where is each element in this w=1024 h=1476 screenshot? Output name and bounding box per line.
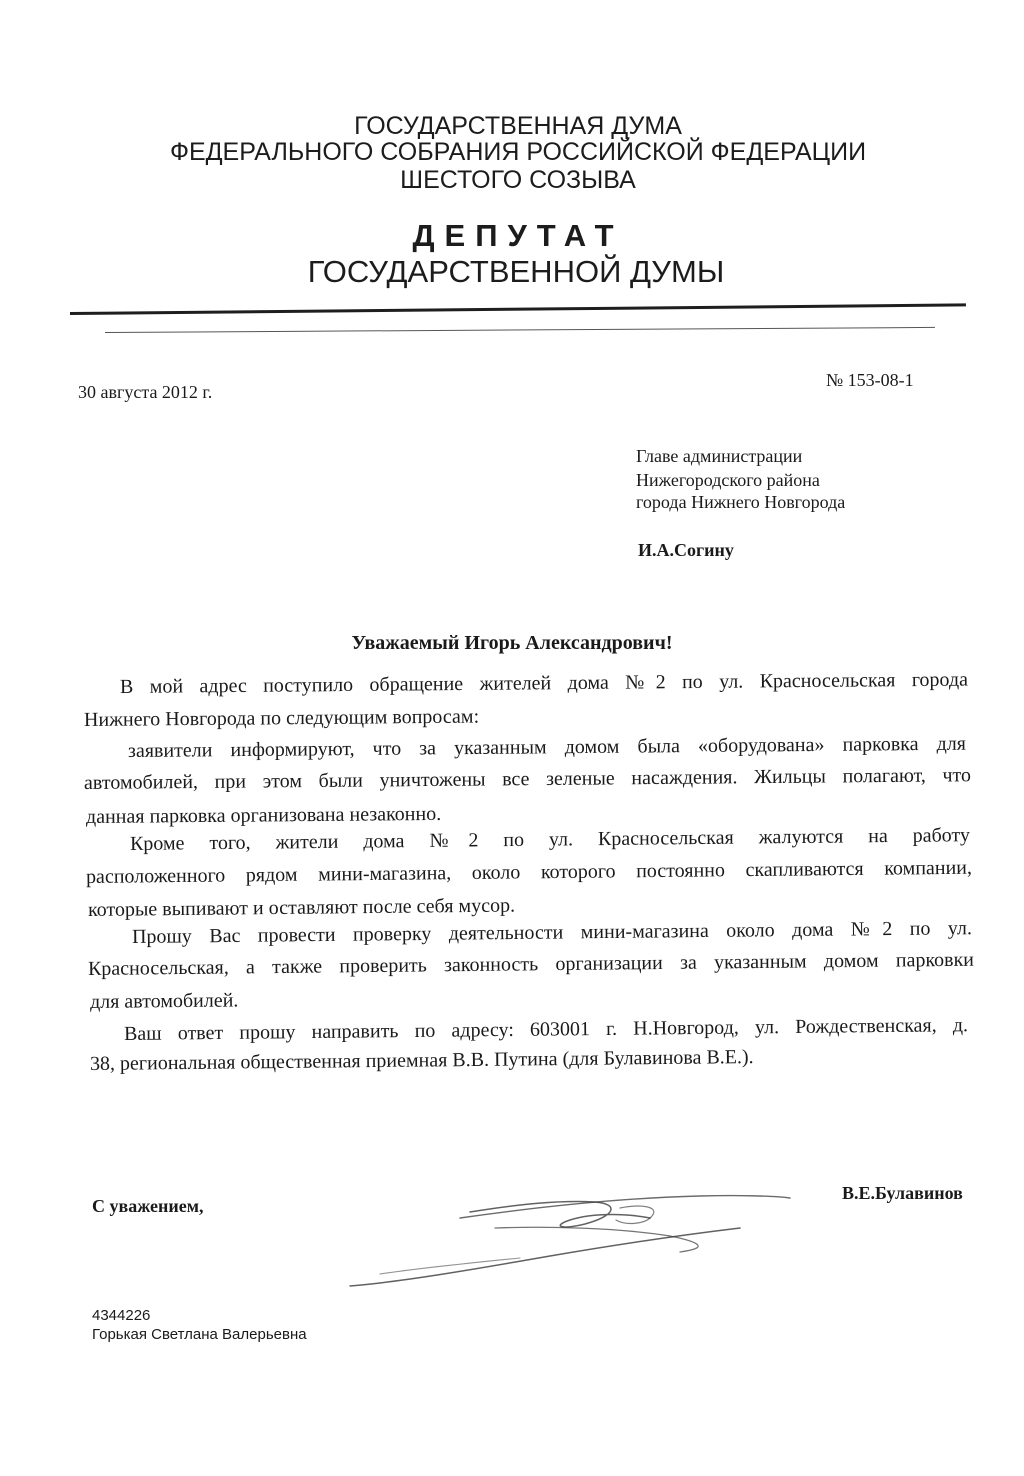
body-line-5: данная парковка организована незаконно. xyxy=(85,802,442,828)
recipient-line-1: Главе администрации xyxy=(636,446,803,466)
recipient-name: И.А.Согину xyxy=(638,540,734,560)
letterhead-line-3: ШЕСТОГО СОЗЫВА xyxy=(400,166,636,194)
body-line-12: Ваш ответ прошу направить по адресу: 603001 г. Н.Новгород, ул. Рождественская, д. xyxy=(123,1014,969,1045)
letterhead-line-2: ФЕДЕРАЛЬНОГО СОБРАНИЯ РОССИЙСКОЙ ФЕДЕРАЦИИ xyxy=(169,138,867,166)
signature-image xyxy=(320,1168,800,1308)
body-line-6: Кроме того, жители дома №2 по ул. Красносельская жалуются на работу xyxy=(129,824,971,855)
body-line-3: заявители информируют, что за указанным домом была «оборудована» парковка для xyxy=(127,732,967,762)
letterhead-divider-thin xyxy=(105,327,935,333)
body-line-2: Нижнего Новгорода по следующим вопросам: xyxy=(83,705,480,731)
body-line-9: Прошу Вас провести проверку деятельности мини-магазина около дома №2 по ул. xyxy=(131,917,973,948)
signer-name: В.Е.Булавинов xyxy=(842,1183,963,1203)
closing-phrase: С уважением, xyxy=(92,1196,204,1216)
body-line-4: автомобилей, при этом были уничтожены все зеленые насаждения. Жильцы полагают, что xyxy=(83,764,972,794)
body-line-8: которые выпивают и оставляют после себя мусор. xyxy=(87,894,516,921)
letterhead-title: ДЕПУТАТ xyxy=(412,218,624,253)
letterhead-subtitle: ГОСУДАРСТВЕННОЙ ДУМЫ xyxy=(307,254,725,289)
recipient-line-3: города Нижнего Новгорода xyxy=(636,492,846,512)
body-line-1: В мой адрес поступило обращение жителей дома №2 по ул. Красносельская города xyxy=(119,668,969,698)
letterhead-line-1: ГОСУДАРСТВЕННАЯ ДУМА xyxy=(354,112,682,140)
body-line-11: для автомобилей. xyxy=(89,989,239,1013)
executor-name: Горькая Светлана Валерьевна xyxy=(92,1326,307,1343)
body-line-13: 38, региональная общественная приемная В.В. Путина (для Булавинова В.Е.). xyxy=(89,1046,754,1075)
executor-phone: 4344226 xyxy=(92,1307,151,1324)
letter-number: № 153-08-1 xyxy=(826,370,914,390)
recipient-line-2: Нижегородского района xyxy=(636,470,820,490)
body-line-10: Красносельская, а также проверить законность организации за указанным домом парковки xyxy=(87,948,975,980)
letterhead-divider-thick xyxy=(70,303,966,315)
salutation: Уважаемый Игорь Александрович! xyxy=(351,632,673,654)
letter-date: 30 августа 2012 г. xyxy=(78,382,213,402)
body-line-7: расположенного рядом мини-магазина, около которого постоянно скапливаются компании, xyxy=(85,856,973,888)
